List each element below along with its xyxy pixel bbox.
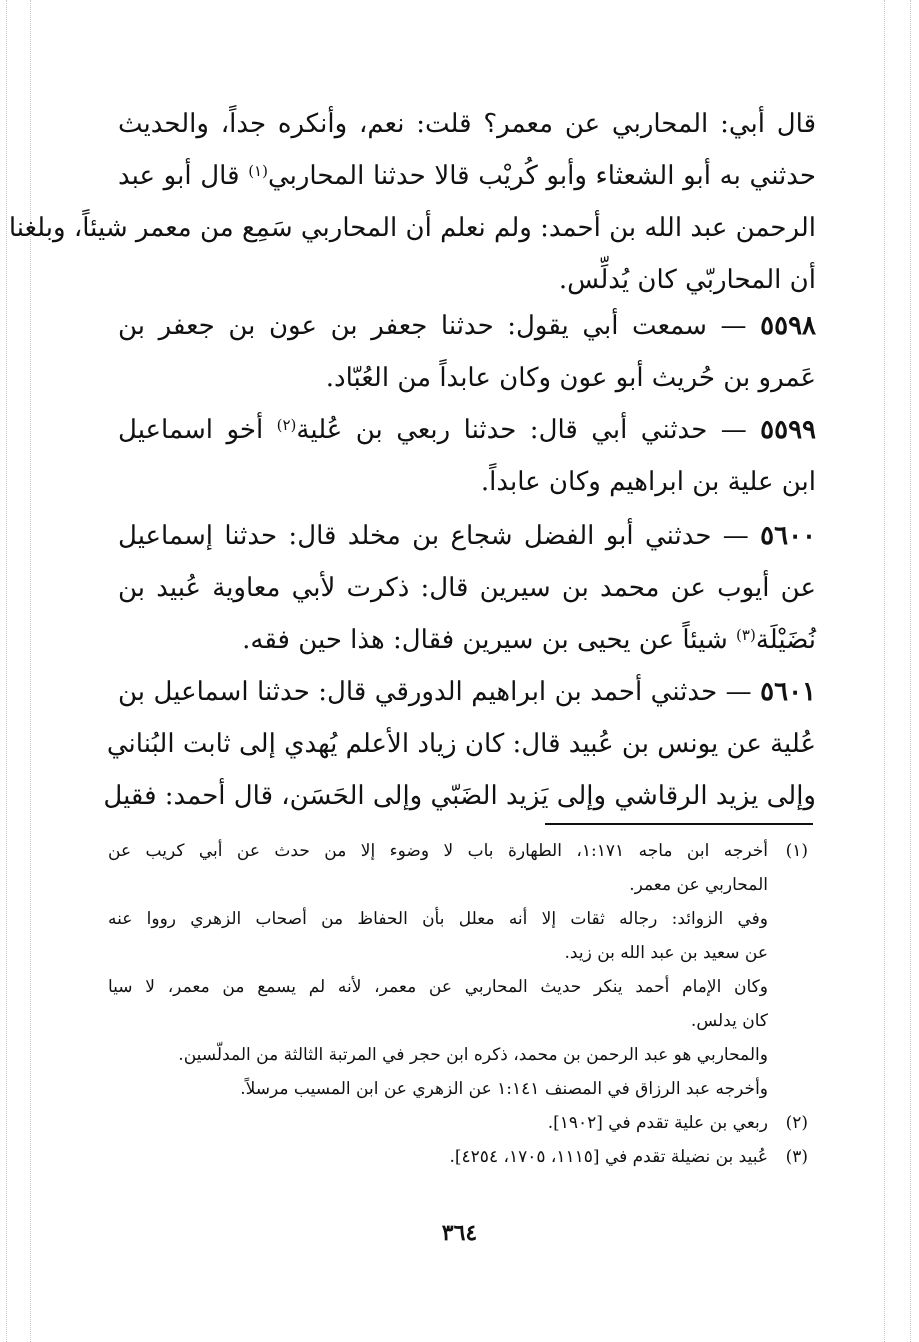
footnote-2: (٢)ربعي بن علية تقدم في [١٩٠٢].	[108, 1106, 808, 1140]
footnote-number: (١)	[785, 841, 808, 861]
text-line: ٥٦٠١ — حدثني أحمد بن ابراهيم الدورقي قال: حدثنا اسماعيل بن	[118, 677, 817, 707]
footnote-1: (١)أخرجه ابن ماجه ١:١٧١، الطهارة باب لا وضوء إلا من حدث عن أبي كريب عن	[108, 834, 808, 868]
footnote-line: وأخرجه عبد الرزاق في المصنف ١:١٤١ عن الزهري عن ابن المسيب مرسلاً.	[240, 1079, 768, 1099]
footnote-line: وكان الإمام أحمد ينكر حديث المحاربي عن معمر، لأنه لم يسمع من معمر، لا سيا	[108, 977, 768, 997]
text-line: وإلى يزيد الرقاشي وإلى يَزيد الضَبّي وإلى الحَسَن، قال أحمد: فقيل	[103, 781, 816, 811]
footnote-line: وفي الزوائد: رجاله ثقات إلا أنه معلل بأن الحفاظ من أصحاب الزهري رووا عنه	[108, 909, 768, 929]
hadith-number: ٥٦٠١	[760, 677, 817, 707]
hadith-5599	[118, 404, 816, 508]
text-line: ٥٥٩٨ — سمعت أبي يقول: حدثنا جعفر بن عون بن جعفر بن	[118, 311, 817, 341]
text-line: ٥٥٩٩ — حدثني أبي قال: حدثنا ربعي بن عُلية$^{(٢)}$ أخو اسماعيل	[118, 415, 817, 445]
footnote-line: كان يدلس.	[690, 1011, 768, 1031]
footnote-marker: (٢)	[276, 416, 297, 434]
text-line: أن المحاربّي كان يُدلِّس.	[558, 265, 816, 295]
hadith-number: ٥٦٠٠	[760, 521, 817, 551]
footnote-line: المحاربي عن معمر.	[629, 875, 768, 895]
text-line: ٥٦٠٠ — حدثني أبو الفضل شجاع بن مخلد قال: حدثنا إسماعيل	[118, 521, 817, 551]
footnote-separator	[545, 823, 813, 825]
scan-edge-right-inner	[884, 0, 885, 1342]
footnote-number: (٢)	[785, 1113, 808, 1133]
scan-edge-left-outer	[6, 0, 7, 1342]
text-line: عُلية عن يونس بن عُبيد قال: كان زياد الأعلم يُهدي إلى ثابت البُناني	[106, 729, 816, 759]
text-line: عن أيوب عن محمد بن سيرين قال: ذكرت لأبي معاوية عُبيد بن	[118, 573, 816, 603]
text-line: قال أبي: المحاربي عن معمر؟ قلت: نعم، وأنكره جداً، والحديث	[118, 109, 816, 139]
footnotes	[108, 834, 808, 1174]
footnote-marker: (٣)	[736, 626, 756, 644]
text-line: حدثني به أبو الشعثاء وأبو كُريْب قالا حدثنا المحاربي$^{(١)}$ قال أبو عبد	[118, 161, 817, 191]
page-number: ٣٦٤	[441, 1220, 478, 1246]
text-line: عَمرو بن حُريث أبو عون وكان عابداً من العُبّاد.	[325, 363, 816, 393]
hadith-number: ٥٥٩٨	[760, 311, 817, 341]
footnote-line: والمحاربي هو عبد الرحمن بن محمد، ذكره ابن حجر في المرتبة الثالثة من المدلّسين.	[178, 1045, 768, 1065]
text-line: الرحمن عبد الله بن أحمد: ولم نعلم أن المحاربي سَمِع من معمر شيئاً، وبلغنا	[8, 213, 816, 243]
hadith-number: ٥٥٩٩	[760, 415, 817, 445]
hadith-5598	[118, 300, 816, 404]
hadith-5601	[103, 666, 817, 822]
text-line: ابن علية بن ابراهيم وكان عابداً.	[480, 467, 816, 497]
hadith-5600	[118, 510, 816, 666]
footnote-3: (٣)عُبيد بن نضيلة تقدم في [١١١٥، ١٧٠٥، ٤٢٥٤].	[108, 1140, 808, 1174]
footnote-line: عن سعيد بن عبد الله بن زيد.	[564, 943, 768, 963]
paragraph-continuation	[8, 98, 817, 306]
footnote-number: (٣)	[785, 1147, 808, 1167]
footnote-marker: (١)	[248, 162, 268, 180]
text-line: نُضَيْلَة$^{(٣)}$ شيئاً عن يحيى بن سيرين فقال: هذا حين فقه.	[242, 625, 816, 655]
scan-edge-right-outer	[910, 0, 911, 1342]
